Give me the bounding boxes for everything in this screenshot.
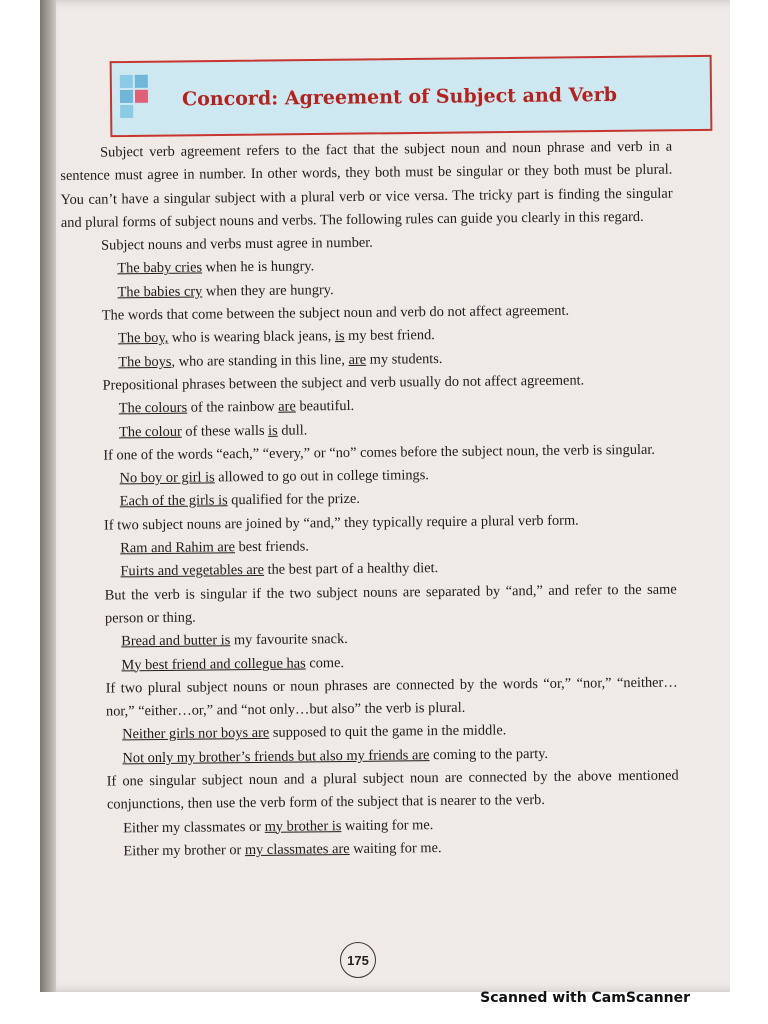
underlined-agreement: The baby cries	[117, 260, 203, 277]
example-text: the best part of a healthy diet.	[263, 560, 439, 579]
underlined-agreement: is	[334, 328, 345, 345]
rule-text: If two plural subject nouns or noun phrases are connected by the words “or,” “nor,” “neither…nor,” “either…or,” and “not only…but also” the verb is plural.	[105, 674, 678, 720]
example-text: when he is hungry.	[201, 258, 315, 277]
scanner-watermark: Scanned with CamScanner	[480, 990, 690, 1006]
page-number: 175	[340, 942, 376, 978]
underlined-agreement: Ram and Rahim are	[120, 539, 236, 557]
underlined-agreement: The colours	[118, 399, 188, 417]
rule-text: Prepositional phrases between the subject and verb usually do not affect agreement.	[102, 372, 585, 394]
underlined-agreement: Fuirts and vegetables are	[120, 562, 265, 580]
underlined-agreement: Bread and butter is	[121, 632, 231, 650]
rule-text: The words that come between the subject noun and verb do not affect agreement.	[101, 302, 570, 324]
example-text: best friends.	[234, 538, 309, 556]
underlined-agreement: The colour	[118, 423, 182, 440]
rule-text: Subject nouns and verbs must agree in number.	[101, 234, 373, 254]
example-text: , who are standing in this line,	[171, 351, 349, 370]
example-text: my favourite snack.	[230, 631, 348, 649]
rule-text: If two subject nouns are joined by “and,” they typically require a plural verb form.	[103, 512, 579, 534]
underlined-agreement: No boy or girl is	[119, 469, 215, 487]
example-text: my students.	[366, 350, 443, 368]
example-text: coming to the party.	[429, 745, 549, 763]
rules-list	[61, 229, 680, 864]
title-banner	[110, 55, 713, 137]
rule-text: If one singular subject noun and a plural subject noun are connected by the above mentioned conjunctions, then use the verb form of the subject that is nearer to the verb.	[106, 767, 679, 813]
underlined-agreement: The babies cry	[117, 283, 203, 301]
example-text: beautiful.	[295, 398, 355, 415]
underlined-agreement: my classmates are	[244, 840, 350, 859]
example-text: my best friend.	[344, 327, 435, 345]
example-text: allowed to go out in college timings.	[214, 467, 429, 486]
example-text: Either my brother or	[123, 842, 245, 860]
underlined-agreement: are	[278, 398, 296, 415]
example-text: of these walls	[181, 422, 269, 440]
example-text: Either my classmates or	[123, 818, 265, 836]
example-text: dull.	[277, 421, 308, 439]
underlined-agreement: Neither girls nor boys are	[122, 725, 270, 743]
example-text: who is wearing black jeans,	[168, 328, 336, 347]
underlined-agreement: My best friend and collegue has	[121, 654, 306, 673]
example-text: qualified for the prize.	[227, 491, 361, 509]
example-text: come.	[305, 654, 345, 671]
page-content	[60, 136, 680, 865]
example-text: when they are hungry.	[202, 281, 334, 300]
underlined-agreement: The boys	[118, 353, 172, 371]
rule-text: But the verb is singular if the two subject nouns are separated by “and,” and refer to the same person or thing.	[104, 581, 677, 627]
underlined-agreement: Each of the girls is	[119, 492, 228, 510]
intro-paragraph: Subject verb agreement refers to the fact that the subject noun and noun phrase and verb in a sentence must agree in number. In other words, they both must be singular or they both must be plural. You can’t have a singular subject with a plural verb or vice versa. The tricky part is finding the singular and plural forms of subject nouns and verbs. The following rules can guide you clearly in this regard.	[60, 138, 673, 231]
rule-text: If one of the words “each,” “every,” or “no” comes before the subject noun, the verb is singular.	[103, 441, 656, 464]
underlined-agreement: is	[268, 422, 278, 439]
example-text: of the rainbow	[187, 398, 279, 416]
underlined-agreement: The boy,	[117, 330, 169, 347]
example-text: waiting for me.	[341, 816, 434, 834]
example-text: waiting for me.	[349, 839, 442, 857]
underlined-agreement: are	[348, 351, 367, 368]
underlined-agreement: my brother is	[264, 817, 342, 835]
example-text: supposed to quit the game in the middle.	[269, 722, 507, 742]
decorative-squares-icon	[118, 73, 164, 119]
underlined-agreement: Not only my brother’s friends but also my friends are	[122, 746, 430, 767]
page-title: Concord: Agreement of Subject and Verb	[181, 83, 618, 111]
